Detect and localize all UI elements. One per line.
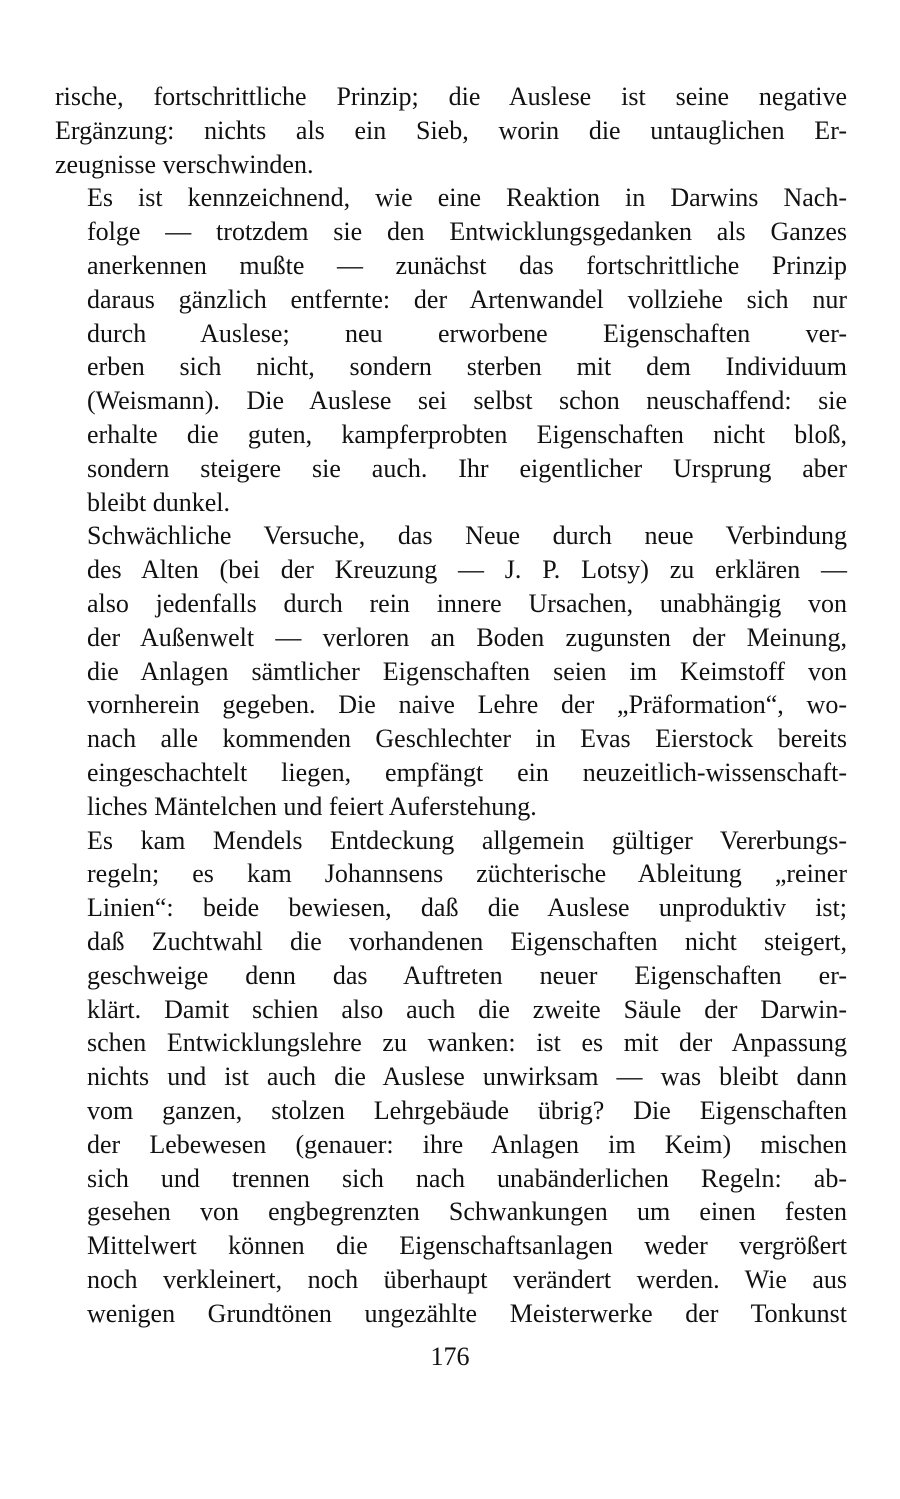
text-line: sich und trennen sich nach unabänderlichen Regeln: ab- [87,1163,847,1193]
text-line: geschweige denn das Auftreten neuer Eigenschaften er- [87,960,847,990]
paragraph-3 [55,519,847,823]
text-line: erhalte die guten, kampferprobten Eigenschaften nicht bloß, [87,419,847,449]
text-line: zeugnisse verschwinden. [55,149,314,179]
text-line: wenigen Grundtönen ungezählte Meisterwerke der Tonkunst [87,1298,847,1328]
text-line: Mittelwert können die Eigenschaftsanlagen weder vergrößert [87,1231,847,1261]
text-line: Es ist kennzeichnend, wie eine Reaktion in Darwins Nach- [87,183,847,213]
text-line: gesehen von engbegrenzten Schwankungen um einen festen [87,1197,847,1227]
text-line: der Außenwelt — verloren an Boden zugunsten der Meinung, [87,622,847,652]
text-line: anerkennen mußte — zunächst das fortschrittliche Prinzip [87,250,847,280]
text-line: regeln; es kam Johannsens züchterische Ableitung „reiner [87,859,847,889]
text-line: klärt. Damit schien also auch die zweite Säule der Darwin- [87,994,847,1024]
text-line: bleibt dunkel. [87,487,230,517]
text-line: daß Zuchtwahl die vorhandenen Eigenschaften nicht steigert, [87,926,847,956]
paragraph-4 [55,824,847,1331]
text-line: des Alten (bei der Kreuzung — J. P. Lotsy) zu erklären — [87,555,847,585]
text-line: nichts und ist auch die Auslese unwirksam — was bleibt dann [87,1062,847,1092]
text-line: noch verkleinert, noch überhaupt verändert werden. Wie aus [87,1264,847,1294]
text-line: sondern steigere sie auch. Ihr eigentlicher Ursprung aber [87,453,847,483]
text-line: rische, fortschrittliche Prinzip; die Auslese ist seine negative [55,82,847,111]
text-line: daraus gänzlich entfernte: der Artenwandel vollziehe sich nur [87,284,847,314]
text-line: Ergänzung: nichts als ein Sieb, worin die untauglichen Er- [55,115,847,145]
text-line: Schwächliche Versuche, das Neue durch neue Verbindung [87,521,847,551]
text-line: vornherein gegeben. Die naive Lehre der „Präformation“, wo- [87,690,847,720]
text-line: vom ganzen, stolzen Lehrgebäude übrig? Die Eigenschaften [87,1095,847,1125]
text-line: (Weismann). Die Auslese sei selbst schon neuschaffend: sie [87,386,847,416]
text-line: folge — trotzdem sie den Entwicklungsgedanken als Ganzes [87,217,847,247]
text-line: liches Mäntelchen und feiert Auferstehung. [87,791,537,821]
paragraph-1 [55,80,847,181]
paragraph-2 [55,181,847,519]
text-line: Es kam Mendels Entdeckung allgemein gültiger Vererbungs- [87,825,847,855]
text-line: eingeschachtelt liegen, empfängt ein neuzeitlich-wissenschaft- [87,757,847,787]
text-line: also jedenfalls durch rein innere Ursachen, unabhängig von [87,588,847,618]
text-line: schen Entwicklungslehre zu wanken: ist es mit der Anpassung [87,1028,847,1058]
text-line: nach alle kommenden Geschlechter in Evas Eierstock bereits [87,724,847,754]
text-line: erben sich nicht, sondern sterben mit dem Individuum [87,352,847,382]
text-line: Linien“: beide bewiesen, daß die Auslese unproduktiv ist; [87,893,847,923]
text-line: durch Auslese; neu erworbene Eigenschaften ver- [87,318,847,348]
page-number: 176 [430,1342,470,1371]
book-page-text [55,80,847,1330]
text-line: die Anlagen sämtlicher Eigenschaften seien im Keimstoff von [87,656,847,686]
text-line: der Lebewesen (genauer: ihre Anlagen im Keim) mischen [87,1129,847,1159]
